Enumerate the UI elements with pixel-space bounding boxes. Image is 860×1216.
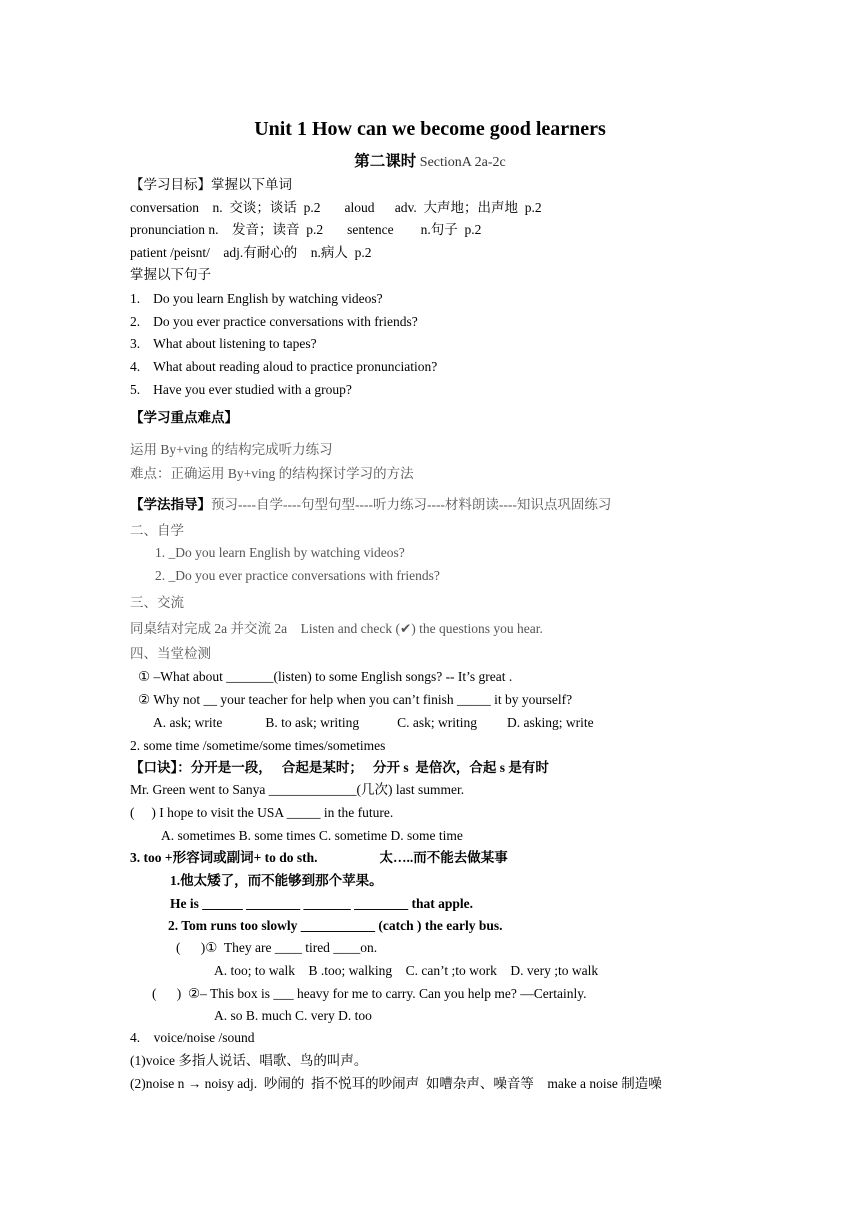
key-difficulty: 难点：正确运用 By+ving 的结构探讨学习的方法 (130, 466, 414, 481)
quiz-option: B. to ask; writing (265, 715, 360, 730)
exercise-line: Mr. Green went to Sanya _____________(几次) last summer. (130, 782, 465, 797)
point-4-heading: 4. voice/noise /sound (130, 1030, 255, 1045)
sentence-item (130, 358, 437, 376)
quiz-options (153, 714, 594, 732)
example-blank: 2. Tom runs too slowly ___________ (catch ) the early bus. (168, 918, 503, 933)
self-study-item: 1. _Do you learn English by watching videos? (155, 545, 405, 560)
point-2-heading: 2. some time /sometime/some times/sometimes (130, 738, 386, 753)
example-blank: He is ______ ________ _______ ________ that apple. (170, 896, 474, 911)
exercise-line: ( ) ②– This box is ___ heavy for me to carry. Can you help me? —Certainly. (152, 986, 587, 1001)
vocab-item: sentence n.句子 p.2 (347, 222, 482, 237)
vocab-item: patient /peisnt/ adj.有耐心的 n.病人 p.2 (130, 245, 372, 260)
goal-line (130, 176, 292, 194)
exercise-options: A. so B. much C. very D. too (214, 1008, 372, 1023)
quiz-question: ② Why not __ your teacher for help when you can’t finish _____ it by yourself? (138, 692, 573, 707)
sentence-number: 4. (130, 359, 141, 374)
self-study-item: 2. _Do you ever practice conversations with friends? (155, 568, 440, 583)
key-heading: 【学习重点难点】 (130, 410, 238, 425)
vocab-item: pronunciation n. 发音；读音 p.2 (130, 222, 324, 237)
sentence-text: What about reading aloud to practice pronunciation? (153, 359, 438, 374)
subtitle-section: SectionA 2a-2c (416, 155, 506, 170)
goal-heading: 【学习目标】 (130, 177, 211, 192)
exercise-options: A. too; to walk B .too; walking C. can’t ;to work D. very ;to walk (214, 963, 599, 978)
mnemonic: 【口诀】：分开是一段， 合起是某时； 分开 s 是倍次，合起 s 是有时 (130, 760, 549, 775)
quiz-question: ① –What about _______(listen) to some English songs? -- It’s great . (138, 669, 513, 684)
sentence-text: Do you ever practice conversations with friends? (153, 314, 418, 329)
section-4-heading: 四、当堂检测 (130, 646, 211, 661)
sentence-number: 1. (130, 291, 141, 306)
subtitle-lesson: 第二课时 (354, 152, 417, 170)
exercise-options: A. sometimes B. some times C. sometime D. some time (161, 828, 463, 843)
doc-title: Unit 1 How can we become good learners (254, 118, 606, 140)
sentence-text: Have you ever studied with a group? (153, 382, 352, 397)
sentence-text: Do you learn English by watching videos? (153, 291, 383, 306)
vocab-item: conversation n. 交谈；谈话 p.2 (130, 200, 321, 215)
example-cn: 1.他太矮了，而不能够到那个苹果。 (170, 873, 383, 888)
point-3-heading: 3. too +形容词或副词+ to do sth. (130, 850, 318, 865)
method-heading: 【学法指导】 (130, 497, 211, 512)
method-text: 预习----自学----句型句型----听力练习----材料朗读----知识点巩固练习 (211, 497, 612, 512)
sentence-item (130, 313, 418, 331)
method-line (130, 496, 611, 514)
section-3-text: 同桌结对完成 2a 并交流 2a Listen and check (✔) the questions you hear. (130, 621, 543, 636)
quiz-option: C. ask; writing (397, 715, 477, 730)
point-4-item: (1)voice 多指人说话、唱歌、鸟的叫声。 (130, 1053, 368, 1068)
sentence-item (130, 290, 383, 308)
sentence-number: 5. (130, 382, 141, 397)
sentence-text: What about listening to tapes? (153, 336, 317, 351)
section-2-heading: 二、自学 (130, 523, 184, 538)
quiz-option: A. ask; write (153, 715, 223, 730)
sentence-number: 2. (130, 314, 141, 329)
point-3-meaning: 太…..而不能去做某事 (379, 850, 508, 865)
vocab-line (130, 244, 371, 262)
exercise-line: ( ) I hope to visit the USA _____ in the future. (130, 805, 394, 820)
point-4-item: (2)noise n → noisy adj. 吵闹的 指不悦耳的吵闹声 如嘈杂声、噪音等 make a noise 制造噪 (130, 1076, 662, 1091)
vocab-line (130, 221, 481, 239)
doc-subtitle (0, 151, 860, 173)
exercise-line: ( )① They are ____ tired ____on. (176, 940, 378, 955)
quiz-option: D. asking; write (506, 715, 594, 730)
sentence-number: 3. (130, 336, 141, 351)
section-3-heading: 三、交流 (130, 595, 184, 610)
point-3-line (130, 849, 508, 867)
sentence-item (130, 381, 352, 399)
key-point: 运用 By+ving 的结构完成听力练习 (130, 442, 333, 457)
sentences-intro: 掌握以下句子 (130, 267, 211, 282)
vocab-line (130, 199, 542, 217)
goal-text: 掌握以下单词 (211, 177, 292, 192)
sentence-item (130, 335, 317, 353)
vocab-item: aloud adv. 大声地；出声地 p.2 (344, 200, 542, 215)
